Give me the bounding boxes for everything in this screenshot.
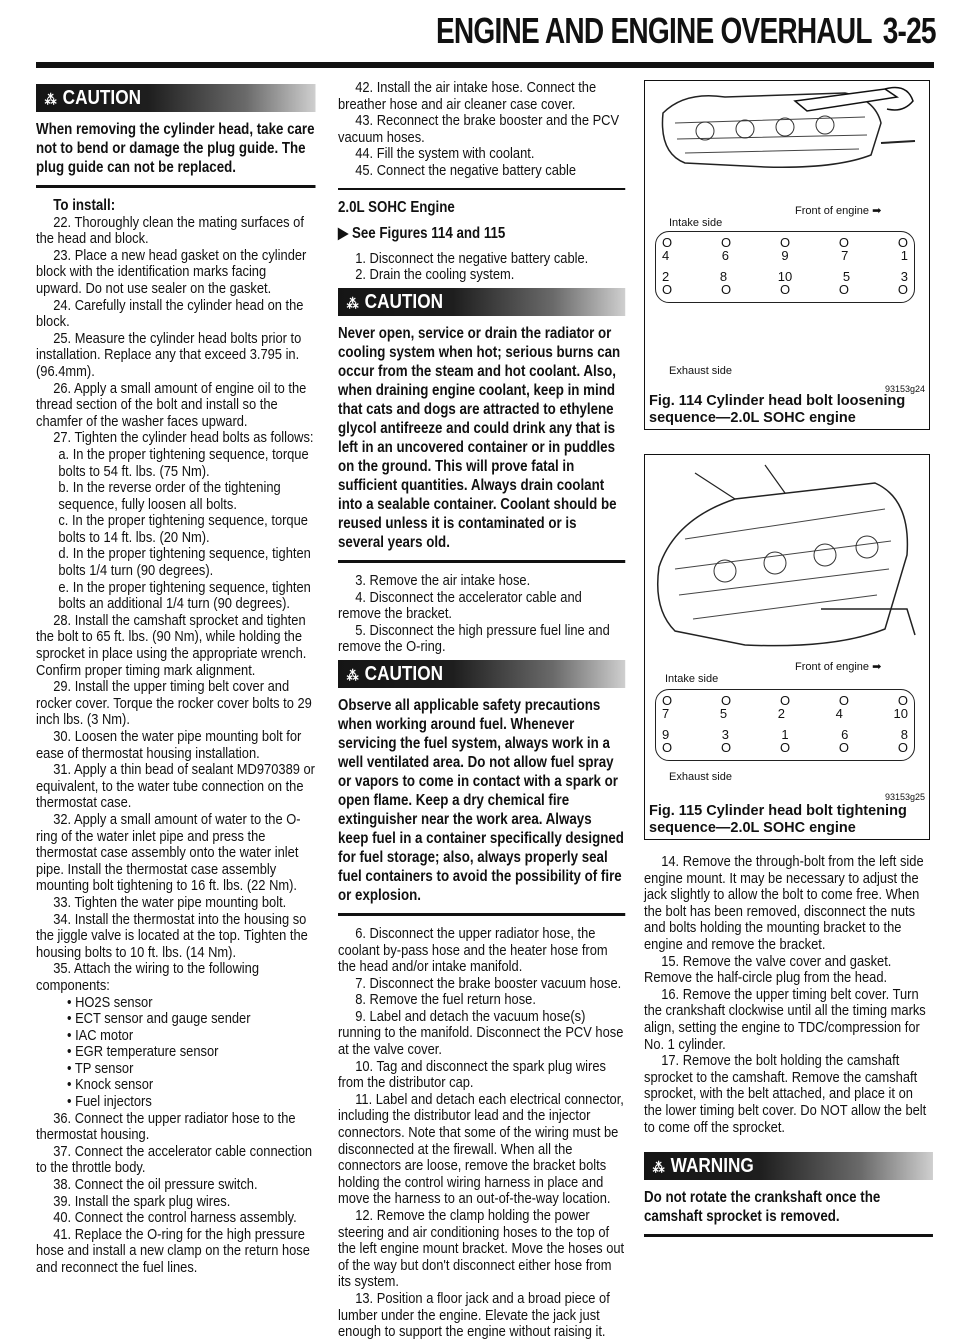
caution-icon: ⁂ <box>44 91 58 107</box>
intake-side-label: Intake side <box>669 217 723 229</box>
step: 2. Drain the cooling system. <box>355 266 515 284</box>
cylinder-head-illustration <box>645 459 927 655</box>
step: 5. Disconnect the high pressure fuel line and remove the O-ring. <box>338 621 610 656</box>
step: 14. Remove the through-bolt from the left side engine mount. It may be necessary to adjust the jack slightly to allow the bolt to come free. When the bolt has been removed, disconnect the nuts and bolts holding the mounting bracket to the engine and remove the bracket. <box>644 853 924 953</box>
column-3 <box>644 80 934 1247</box>
substep: c. In the proper tightening sequence, torque bolts to 14 ft. lbs. (20 Nm). <box>58 512 308 546</box>
page-header <box>436 10 936 52</box>
caution-text: Never open, service or drain the radiator or cooling system when hot; serious burns can occur from the steam and hot coolant. Also, when draining engine coolant, keep in mind that cats and dogs are attracted to ethylene glycol antifreeze and could drink any that is left in an uncovered container or in puddles on the ground. This will prove fatal in sufficient quantities. Always drain coolant into a sealable container. Coolant should be reused unless it is contaminated or is several years old. <box>338 324 621 551</box>
step: 40. Connect the control harness assembly. <box>53 1209 297 1227</box>
list-item: • HO2S sensor <box>66 993 153 1011</box>
step: 37. Connect the accelerator cable connection to the throttle body. <box>36 1142 313 1177</box>
step: 31. Apply a thin bead of sealant MD970389 or equivalent, to the water tube connection on the thermostat case. <box>36 761 315 812</box>
step: 33. Tighten the water pipe mounting bolt. <box>53 893 287 911</box>
substep: e. In the proper tightening sequence, tighten bolts an additional 1/4 turn (90 degrees). <box>58 578 311 613</box>
step: 10. Tag and disconnect the spark plug wires from the distributor cap. <box>338 1057 606 1092</box>
step: 1. Disconnect the negative battery cable. <box>355 249 589 267</box>
substep: a. In the proper tightening sequence, torque bolts to 54 ft. lbs. (75 Nm). <box>58 445 309 480</box>
exhaust-side-label: Exhaust side <box>669 771 732 783</box>
step: 22. Thoroughly clean the mating surfaces of the head and block. <box>36 213 304 248</box>
sequence-row-bottom: 9 3 1 6 8 <box>662 727 908 742</box>
page-number: 3-25 <box>882 10 936 51</box>
divider <box>644 1234 933 1237</box>
divider <box>36 185 315 188</box>
substep: d. In the proper tightening sequence, tighten bolts 1/4 turn (90 degrees). <box>58 545 311 580</box>
step: 26. Apply a small amount of engine oil to the thread section of the bolt and install so the chamfer of the washer faces upward. <box>36 379 307 430</box>
front-of-engine-label: Front of engine ➡ <box>795 661 882 673</box>
step: 27. Tighten the cylinder head bolts as follows: <box>53 429 314 447</box>
header-title: ENGINE AND ENGINE OVERHAUL <box>436 10 872 51</box>
exhaust-side-label: Exhaust side <box>669 365 732 377</box>
bolt-sequence-grid: O O O O O 4 6 9 7 1 2 8 10 5 3 O O O O O <box>655 231 915 303</box>
figure-114 <box>644 80 930 430</box>
step: 12. Remove the clamp holding the power steering and air conditioning hoses to the top of the left engine mount bracket. Move the hoses out of the way but don't disconnect either hose from its system. <box>338 1207 625 1291</box>
step: 44. Fill the system with coolant. <box>355 145 535 163</box>
step: 39. Install the spark plug wires. <box>53 1192 231 1210</box>
warning-icon: ⁂ <box>652 1159 666 1176</box>
section-heading: 2.0L SOHC Engine <box>338 198 455 216</box>
cylinder-head-illustration <box>645 83 927 179</box>
step: 38. Connect the oil pressure switch. <box>53 1176 258 1194</box>
figure-115 <box>644 454 930 840</box>
warning-banner: ⁂ WARNING <box>644 1152 933 1180</box>
sequence-row-top: 4 6 9 7 1 <box>662 248 908 263</box>
bolt-sequence-grid: O O O O O 7 5 2 4 10 9 3 1 6 8 O O O O O <box>655 689 915 761</box>
caution-icon: ⁂ <box>346 666 360 683</box>
substep: b. In the reverse order of the tightening sequence, fully loosen all bolts. <box>58 479 281 513</box>
step: 11. Label and detach each electrical connector, including the distributor lead and the injector connectors. Note that some of the wiring must be disconnected at the firewall. When all the connectors are loose, remove the bracket bolts holding the control wiring harness in place and move the harness to an out-of-the-way location. <box>338 1090 624 1208</box>
step: 9. Label and detach the vacuum hose(s) running to the manifold. Disconnect the PCV hose at the valve cover. <box>338 1007 624 1059</box>
step: 42. Install the air intake hose. Connect the breather hose and air cleaner case cover. <box>338 79 597 113</box>
column-1 <box>36 80 316 1277</box>
header-rule <box>36 62 934 68</box>
step: 7. Disconnect the brake booster vacuum hose. <box>355 974 622 992</box>
figure-caption: Fig. 114 Cylinder head bolt loosening sequence—2.0L SOHC engine <box>649 393 906 426</box>
step: 43. Reconnect the brake booster and the PCV vacuum hoses. <box>338 112 620 146</box>
step: 24. Carefully install the cylinder head on the block. <box>36 296 304 331</box>
figure-code: 93153g25 <box>884 792 925 802</box>
figure-code: 93153g24 <box>884 384 925 394</box>
step: 3. Remove the air intake hose. <box>355 571 531 589</box>
caution-banner: ⁂ CAUTION <box>36 84 315 112</box>
step: 45. Connect the negative battery cable <box>355 161 577 179</box>
warning-text: Do not rotate the crankshaft once the camshaft sprocket is removed. <box>644 1189 881 1226</box>
list-item: • Knock sensor <box>66 1076 154 1094</box>
list-item: • IAC motor <box>66 1026 134 1044</box>
caution-text: When removing the cylinder head, take care not to bend or damage the plug guide. The plug guide can not be replaced. <box>36 121 315 176</box>
install-heading: To install: <box>53 197 116 214</box>
step: 34. Install the thermostat into the housing so the jiggle valve is located at the top. Tighten the housing bolts to 10 ft. lbs. (14 Nm). <box>36 910 308 961</box>
arrow-right-icon: ➡ <box>872 661 882 673</box>
caution-banner: ⁂ CAUTION <box>338 660 625 688</box>
step: 6. Disconnect the upper radiator hose, the coolant by-pass hose and the heater hose from the head and/or intake manifold. <box>338 924 608 976</box>
step: 28. Install the camshaft sprocket and tighten the bolt to 65 ft. lbs. (90 Nm), while holding the sprocket in place using the appropriate wrench. Confirm proper timing mark alignment. <box>36 611 307 679</box>
caution-text: Observe all applicable safety precautions when working around fuel. Whenever servicing the fuel system, always work in a well ventilated area. Do not allow fuel spray or vapors to come in contact with a spark or open flame. Keep a dry chemical fire extinguisher near the work area. Always keep fuel in a container specifically designed for fuel storage; also, always properly seal fuel containers to avoid the possibility of fire or explosion. <box>338 696 624 904</box>
step: 8. Remove the fuel return hose. <box>355 991 536 1009</box>
step: 25. Measure the cylinder head bolts prior to installation. Replace any that exceed 3.795 in. (96.4mm). <box>36 329 302 380</box>
caution-icon: ⁂ <box>346 294 360 311</box>
step: 30. Loosen the water pipe mounting bolt for ease of thermostat housing installation. <box>36 728 302 762</box>
column-2 <box>338 80 626 1341</box>
sequence-row-top: 7 5 2 4 10 <box>662 706 908 721</box>
step: 4. Disconnect the accelerator cable and remove the bracket. <box>338 588 582 623</box>
step: 36. Connect the upper radiator hose to the thermostat housing. <box>36 1109 296 1144</box>
step: 13. Position a floor jack and a broad piece of lumber under the engine. Elevate the jack just enough to support the engine without raising it. <box>338 1289 610 1341</box>
divider <box>338 188 625 190</box>
arrow-right-icon: ➡ <box>872 205 882 217</box>
front-of-engine-label: Front of engine ➡ <box>795 205 882 217</box>
divider <box>338 913 625 916</box>
sequence-row-bottom: 2 8 10 5 3 <box>662 269 908 284</box>
step: 16. Remove the upper timing belt cover. Turn the crankshaft clockwise until all the timing marks align, setting the engine to TDC/compression for No. 1 cylinder. <box>644 985 926 1053</box>
intake-side-label: Intake side <box>665 673 719 685</box>
list-item: • ECT sensor and gauge sender <box>66 1010 251 1028</box>
step: 29. Install the upper timing belt cover and rocker cover. Torque the rocker cover bolts to 29 inch lbs. (3 Nm). <box>36 678 312 729</box>
step: 23. Place a new head gasket on the cylinder block with the identification marks facing upward. Do not use sealer on the gasket. <box>36 246 307 297</box>
step: 41. Replace the O-ring for the high pressure hose and install a new clamp on the return hose and reconnect the fuel lines. <box>36 1225 310 1276</box>
step: 17. Remove the bolt holding the camshaft sprocket to the camshaft. Remove the camshaft sprocket, with the belt attached, and place it on the lower timing belt cover. Do NOT allow the belt to come off the sprocket. <box>644 1052 927 1136</box>
divider <box>338 560 625 563</box>
step: 32. Apply a small amount of water to the O-ring of the water inlet pipe and press the thermostat case assembly onto the water inlet pipe. Install the thermostat case assembly mounting bolt tightening to 16 ft. lbs. (22 Nm). <box>36 810 301 895</box>
list-item: • Fuel injectors <box>66 1093 152 1111</box>
figure-caption: Fig. 115 Cylinder head bolt tightening sequence—2.0L SOHC engine <box>649 803 907 836</box>
list-item: • TP sensor <box>66 1059 134 1077</box>
caution-banner: ⁂ CAUTION <box>338 288 625 316</box>
step: 15. Remove the valve cover and gasket. Remove the half-circle plug from the head. <box>644 952 892 987</box>
list-item: • EGR temperature sensor <box>66 1043 219 1061</box>
see-figures: ▶ See Figures 114 and 115 <box>338 225 506 243</box>
step: 35. Attach the wiring to the following components: <box>36 960 260 994</box>
